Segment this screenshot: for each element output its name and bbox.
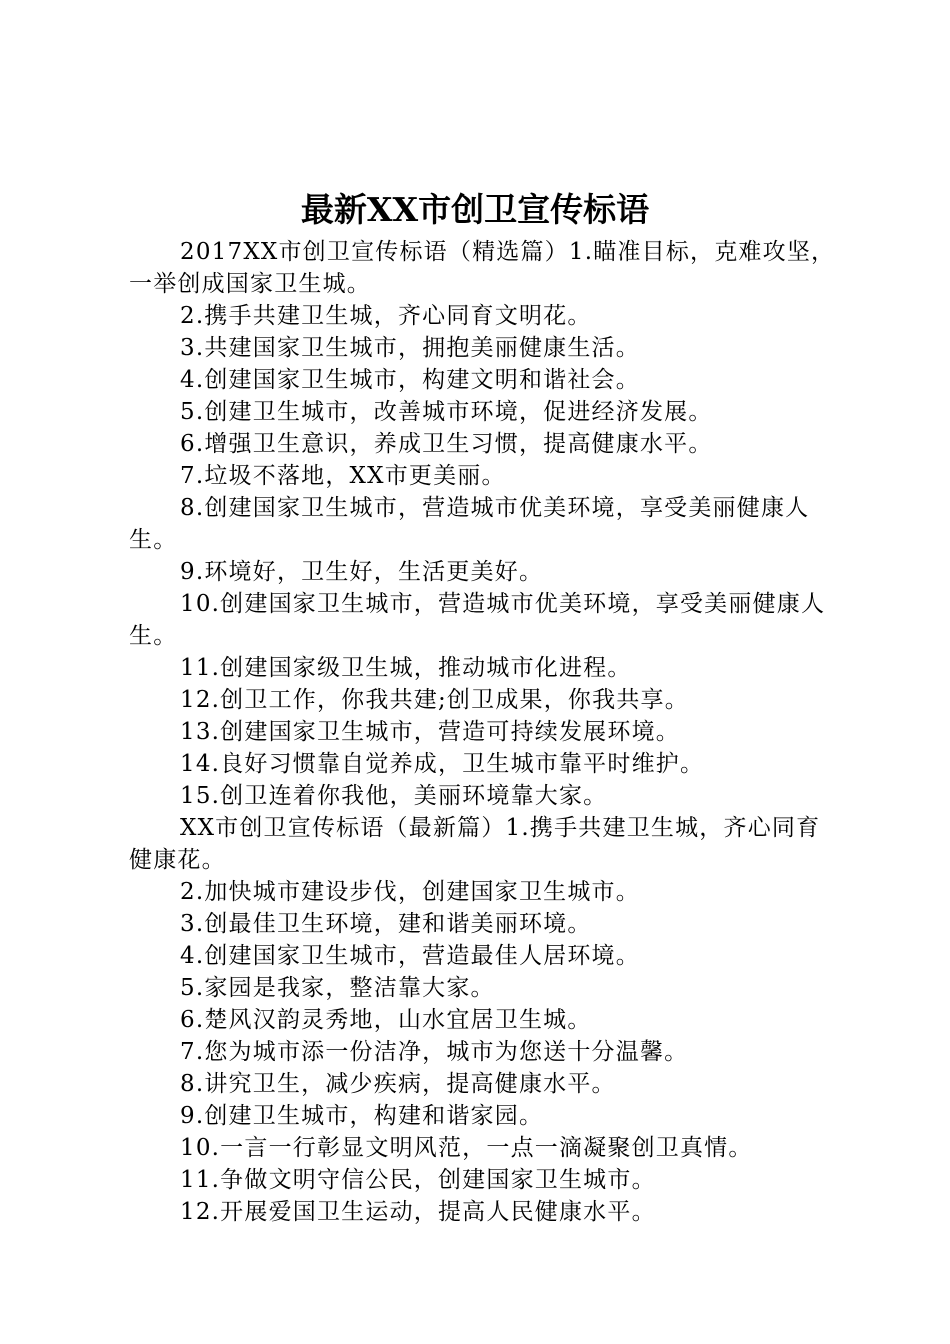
paragraph-26: 11.争做文明守信公民，创建国家卫生城市。 — [180, 1167, 656, 1193]
paragraph-17: 2.加快城市建设步伐，创建国家卫生城市。 — [180, 879, 640, 905]
paragraph-5: 5.创建卫生城市，改善城市环境，促进经济发展。 — [180, 399, 713, 425]
paragraph-24: 9.创建卫生城市，构建和谐家园。 — [180, 1103, 544, 1129]
paragraph-7: 7.垃圾不落地，XX市更美丽。 — [180, 463, 506, 489]
paragraph-1: 2017XX市创卫宣传标语（精选篇）1.瞄准目标，克难攻坚，一举创成国家卫生城。 — [129, 239, 836, 297]
paragraph-4: 4.创建国家卫生城市，构建文明和谐社会。 — [180, 367, 640, 393]
paragraph-11: 11.创建国家级卫生城，推动城市化进程。 — [180, 655, 632, 681]
paragraph-16: XX市创卫宣传标语（最新篇）1.携手共建卫生城，齐心同育健康花。 — [129, 815, 821, 873]
paragraph-25: 10.一言一行彰显文明风范，一点一滴凝聚创卫真情。 — [180, 1135, 753, 1161]
paragraph-10: 10.创建国家卫生城市，营造城市优美环境，享受美丽健康人生。 — [129, 591, 826, 649]
document-body — [129, 236, 841, 1228]
paragraph-27: 12.开展爱国卫生运动，提高人民健康水平。 — [180, 1199, 656, 1225]
document-title: 最新XX市创卫宣传标语 — [300, 190, 650, 229]
paragraph-20: 5.家园是我家，整洁靠大家。 — [180, 975, 495, 1001]
paragraph-19: 4.创建国家卫生城市，营造最佳人居环境。 — [180, 943, 640, 969]
paragraph-8: 8.创建国家卫生城市，营造城市优美环境，享受美丽健康人生。 — [129, 495, 810, 553]
paragraph-14: 14.良好习惯靠自觉养成，卫生城市靠平时维护。 — [180, 751, 705, 777]
paragraph-9: 9.环境好，卫生好，生活更美好。 — [180, 559, 544, 585]
paragraph-22: 7.您为城市添一份洁净，城市为您送十分温馨。 — [180, 1039, 689, 1065]
paragraph-3: 3.共建国家卫生城市，拥抱美丽健康生活。 — [180, 335, 640, 361]
paragraph-2: 2.携手共建卫生城，齐心同育文明花。 — [180, 303, 592, 329]
paragraph-6: 6.增强卫生意识，养成卫生习惯，提高健康水平。 — [180, 431, 713, 457]
paragraph-12: 12.创卫工作，你我共建;创卫成果，你我共享。 — [180, 687, 689, 713]
paragraph-15: 15.创卫连着你我他，美丽环境靠大家。 — [180, 783, 608, 809]
paragraph-13: 13.创建国家卫生城市，营造可持续发展环境。 — [180, 719, 680, 745]
paragraph-23: 8.讲究卫生，减少疾病，提高健康水平。 — [180, 1071, 616, 1097]
paragraph-18: 3.创最佳卫生环境，建和谐美丽环境。 — [180, 911, 592, 937]
paragraph-21: 6.楚风汉韵灵秀地，山水宜居卫生城。 — [180, 1007, 592, 1033]
